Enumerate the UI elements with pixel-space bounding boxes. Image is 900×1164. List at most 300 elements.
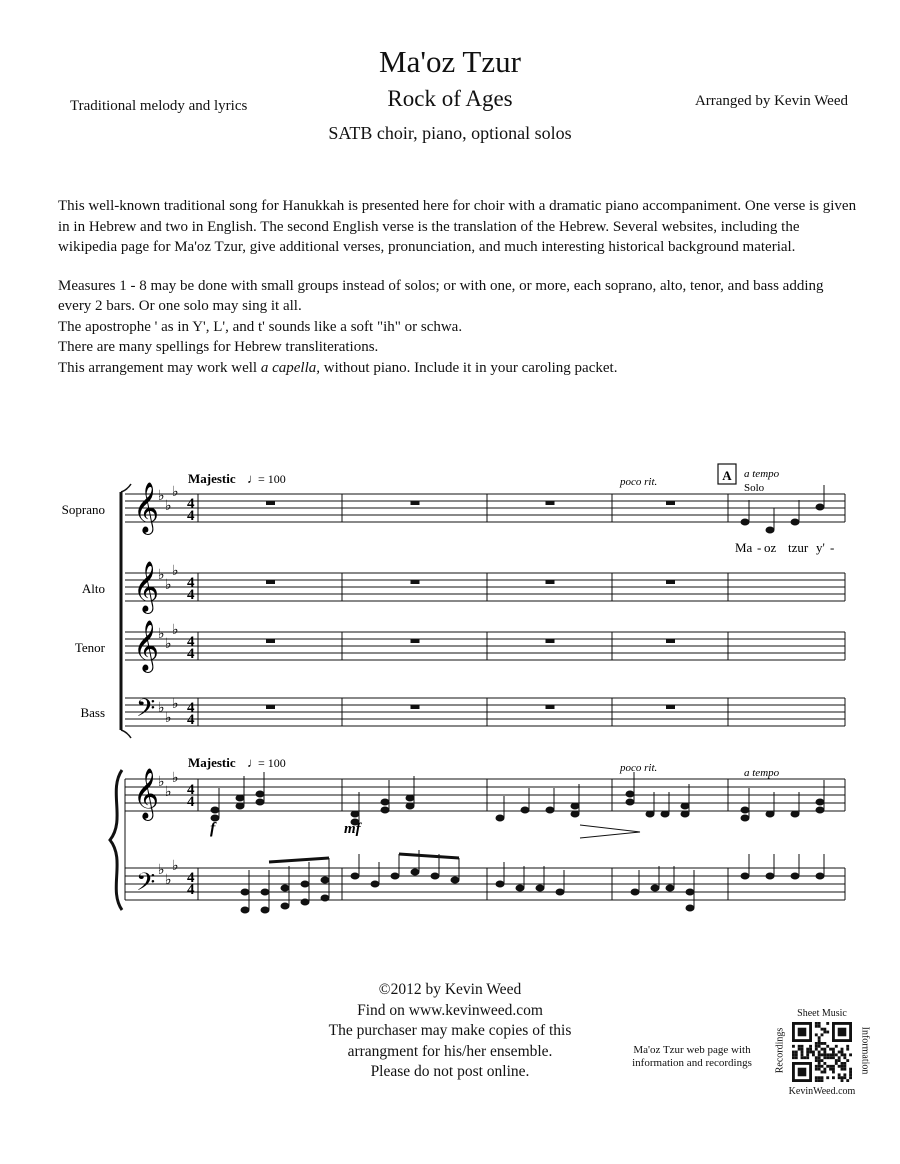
note-head — [681, 811, 689, 817]
note-head — [816, 807, 824, 813]
notes-line: There are many spellings for Hebrew transliterations. — [58, 339, 379, 355]
qr-module — [841, 1076, 844, 1079]
tempo-word: Majestic — [188, 471, 236, 486]
flat-icon: ♭ — [158, 701, 165, 716]
qr-module — [806, 1048, 809, 1051]
qr-module — [801, 1048, 804, 1051]
qr-module — [818, 1065, 821, 1068]
qr-label-left: Recordings — [774, 1027, 786, 1074]
qr-module — [826, 1076, 829, 1079]
whole-rest — [266, 580, 275, 584]
note-head — [571, 811, 579, 817]
treble-clef-icon: 𝄞 — [133, 483, 160, 532]
notes-line: This arrangement may work well a capella, without piano. Include it in your caroling packet. — [58, 359, 618, 376]
flat-icon: ♭ — [172, 623, 179, 638]
notes-paragraph: This well-known traditional song for Hanukkah is presented here for choir with a dramatic piano accompaniment. One verse is given in in Hebrew and two in English. The second English verse is the translation of the Hebrew. Several websites, including the wikipedia page for Ma'oz Tzur, give additional verses, pronunciation, and much interesting historical background material. — [58, 198, 857, 255]
qr-module — [841, 1048, 844, 1051]
note-head — [631, 889, 639, 895]
qr-module — [823, 1048, 826, 1051]
qr-module — [809, 1048, 812, 1051]
qr-module — [838, 1056, 841, 1059]
qr-module — [841, 1065, 844, 1068]
qr-module — [829, 1065, 832, 1068]
treble-clef-icon: 𝄞 — [133, 562, 160, 611]
qr-module — [832, 1068, 835, 1071]
qr-module — [815, 1076, 818, 1079]
note-head — [236, 803, 244, 809]
note-head — [261, 889, 269, 895]
note-head — [536, 885, 544, 891]
page-subtitle: Rock of Ages — [387, 86, 513, 111]
piano-brace — [110, 770, 122, 910]
bracket-bottom — [121, 730, 131, 738]
staff-label-soprano: Soprano — [61, 502, 105, 517]
flat-icon: ♭ — [158, 568, 165, 583]
time-sig-top: 4 — [187, 700, 195, 716]
choir-staves — [125, 494, 845, 726]
piano-a-tempo: a tempo — [744, 767, 780, 779]
time-sig-top: 4 — [187, 496, 195, 512]
note-head — [241, 907, 249, 913]
whole-rest — [666, 580, 675, 584]
qr-module — [823, 1068, 826, 1071]
lyric-syllable: y' — [816, 540, 825, 555]
qr-module — [798, 1045, 801, 1048]
whole-rests — [266, 501, 675, 709]
piano-right-hand — [211, 772, 824, 825]
qr-module — [801, 1053, 804, 1056]
qr-module — [818, 1059, 821, 1062]
note-head — [381, 799, 389, 805]
footer-notice — [300, 980, 600, 1083]
flat-icon: ♭ — [158, 775, 165, 790]
qr-module — [826, 1065, 829, 1068]
qr-module — [832, 1053, 835, 1056]
arranger-credit: Arranged by Kevin Weed — [694, 93, 848, 109]
quarter-note-icon: ♩ — [247, 471, 260, 486]
clefs — [133, 483, 159, 902]
treble-clef-icon: 𝄞 — [133, 621, 160, 670]
qr-module — [815, 1048, 818, 1051]
qr-module — [832, 1048, 835, 1051]
note-head — [521, 807, 529, 813]
qr-module — [849, 1076, 852, 1079]
permission-line: The purchaser may make copies of this — [328, 1022, 572, 1039]
flat-icon: ♭ — [165, 578, 172, 593]
qr-module — [806, 1056, 809, 1059]
flat-icon: ♭ — [158, 863, 165, 878]
qr-module — [823, 1056, 826, 1059]
flat-icon: ♭ — [172, 564, 179, 579]
qr-module — [815, 1025, 818, 1028]
qr-module — [815, 1068, 818, 1071]
note-head — [256, 791, 264, 797]
qr-label-right: Information — [859, 1026, 871, 1075]
note-head — [211, 807, 219, 813]
whole-rest — [546, 705, 555, 709]
note-head — [681, 803, 689, 809]
qr-module — [818, 1053, 821, 1056]
notes-line: The apostrophe ' as in Y', L', and t' sounds like a soft "ih" or schwa. — [58, 318, 463, 335]
note-head — [406, 795, 414, 801]
qr-module — [806, 1051, 809, 1054]
lyric-syllable: Ma — [735, 540, 753, 555]
qr-module — [846, 1059, 849, 1062]
qr-module — [818, 1039, 821, 1042]
qr-module — [812, 1051, 815, 1054]
note-head — [261, 907, 269, 913]
qr-module — [792, 1045, 795, 1048]
qr-module — [821, 1028, 824, 1031]
page-title: Ma'oz Tzur — [379, 44, 521, 79]
flat-icon: ♭ — [172, 697, 179, 712]
qr-finder-core — [798, 1028, 807, 1037]
staff-label-bass: Bass — [80, 705, 105, 720]
whole-rest — [266, 501, 275, 505]
time-sig-bottom: 4 — [187, 794, 195, 810]
qr-module — [838, 1073, 841, 1076]
qr-module — [818, 1051, 821, 1054]
scoring-line: SATB choir, piano, optional solos — [328, 123, 572, 143]
qr-module — [841, 1062, 844, 1065]
qr-module — [823, 1062, 826, 1065]
flat-icon: ♭ — [172, 771, 179, 786]
note-head — [351, 811, 359, 817]
key-signatures — [158, 485, 179, 888]
qr-module — [832, 1051, 835, 1054]
flat-icon: ♭ — [165, 637, 172, 652]
note-head — [256, 799, 264, 805]
note-head — [626, 791, 634, 797]
quarter-note-icon: ♩ — [247, 755, 260, 770]
website-line: Find on www.kevinweed.com — [357, 1001, 543, 1019]
qr-module — [843, 1073, 846, 1076]
qr-module — [829, 1056, 832, 1059]
composer-credit: Traditional melody and lyrics — [70, 98, 248, 114]
whole-rest — [411, 501, 420, 505]
qr-module — [821, 1048, 824, 1051]
beam — [269, 858, 329, 862]
qr-module — [838, 1076, 841, 1079]
note-head — [766, 873, 774, 879]
qr-module — [849, 1073, 852, 1076]
time-sig-bottom: 4 — [187, 882, 195, 898]
note-head — [626, 799, 634, 805]
note-head — [371, 881, 379, 887]
note-head — [496, 881, 504, 887]
whole-rest — [546, 501, 555, 505]
time-sig-top: 4 — [187, 575, 195, 591]
qr-module — [838, 1051, 841, 1054]
permission-line: arrangment for his/her ensemble. — [347, 1042, 553, 1060]
note-head — [431, 873, 439, 879]
lyrics — [735, 540, 834, 555]
piano-tempo-word: Majestic — [188, 755, 236, 770]
lyric-hyphen: - — [830, 540, 835, 555]
time-sig-top: 4 — [187, 782, 195, 798]
qr-module — [835, 1053, 838, 1056]
note-head — [791, 519, 799, 525]
qr-module — [843, 1062, 846, 1065]
piano-staves — [125, 779, 845, 900]
qr-module — [818, 1062, 821, 1065]
flat-icon: ♭ — [172, 859, 179, 874]
note-head — [571, 803, 579, 809]
note-head — [451, 877, 459, 883]
note-head — [496, 815, 504, 821]
flat-icon: ♭ — [165, 873, 172, 888]
qr-module — [792, 1051, 795, 1054]
qr-module — [823, 1051, 826, 1054]
note-head — [321, 877, 329, 883]
note-head — [816, 504, 824, 510]
qr-module — [806, 1053, 809, 1056]
qr-module — [821, 1053, 824, 1056]
permission-line: Please do not post online. — [370, 1063, 530, 1080]
time-sig-bottom: 4 — [187, 712, 195, 728]
lyric-hyphen: - — [757, 540, 762, 555]
note-head — [406, 803, 414, 809]
qr-module — [832, 1056, 835, 1059]
whole-rest — [411, 705, 420, 709]
qr-module — [812, 1053, 815, 1056]
qr-module — [815, 1022, 818, 1025]
performance-notes — [58, 196, 858, 378]
whole-rest — [666, 639, 675, 643]
piano-left-hand — [241, 850, 824, 913]
note-head — [241, 889, 249, 895]
note-head — [546, 807, 554, 813]
qr-module — [801, 1056, 804, 1059]
note-head — [666, 885, 674, 891]
note-head — [651, 885, 659, 891]
qr-module — [823, 1028, 826, 1031]
qr-label-top: Sheet Music — [797, 1008, 847, 1019]
decrescendo-hairpin — [580, 825, 640, 838]
note-head — [281, 885, 289, 891]
qr-module — [818, 1068, 821, 1071]
qr-label-bottom: KevinWeed.com — [788, 1086, 856, 1097]
qr-module — [792, 1053, 795, 1056]
bass-clef-icon: 𝄢 — [136, 695, 156, 728]
time-sig-top: 4 — [187, 634, 195, 650]
qr-module — [823, 1042, 826, 1045]
qr-module — [818, 1056, 821, 1059]
note-head — [236, 795, 244, 801]
qr-module — [838, 1059, 841, 1062]
note-head — [661, 811, 669, 817]
note-head — [301, 899, 309, 905]
qr-module — [829, 1048, 832, 1051]
qr-module — [849, 1068, 852, 1071]
whole-rest — [666, 705, 675, 709]
copyright: ©2012 by Kevin Weed — [378, 981, 522, 998]
qr-caption — [612, 1044, 772, 1070]
flat-icon: ♭ — [158, 627, 165, 642]
qr-module — [823, 1053, 826, 1056]
qr-module — [832, 1071, 835, 1074]
note-head — [741, 873, 749, 879]
whole-rest — [546, 580, 555, 584]
time-signatures — [187, 496, 195, 898]
flat-icon: ♭ — [172, 485, 179, 500]
whole-rest — [411, 639, 420, 643]
qr-module — [798, 1048, 801, 1051]
note-head — [556, 889, 564, 895]
qr-module — [809, 1045, 812, 1048]
time-sig-bottom: 4 — [187, 587, 195, 603]
qr-module — [815, 1079, 818, 1082]
qr-module — [843, 1053, 846, 1056]
qr-module — [818, 1079, 821, 1082]
note-head — [766, 811, 774, 817]
flat-icon: ♭ — [165, 711, 172, 726]
qr-module — [792, 1056, 795, 1059]
qr-module — [815, 1059, 818, 1062]
qr-module — [821, 1079, 824, 1082]
qr-module — [846, 1045, 849, 1048]
qr-module — [818, 1025, 821, 1028]
qr-module — [826, 1056, 829, 1059]
note-head — [816, 799, 824, 805]
qr-module — [829, 1068, 832, 1071]
time-sig-top: 4 — [187, 870, 195, 886]
piano-tempo-value: = 100 — [258, 756, 286, 770]
beam — [399, 854, 459, 858]
qr-module — [843, 1065, 846, 1068]
note-head — [351, 873, 359, 879]
dynamic-forte: f — [210, 820, 216, 837]
qr-module — [835, 1059, 838, 1062]
qr-module — [846, 1048, 849, 1051]
qr-module — [849, 1053, 852, 1056]
treble-clef-icon: 𝄞 — [133, 769, 160, 818]
qr-module — [838, 1065, 841, 1068]
whole-rest — [266, 705, 275, 709]
qr-module — [818, 1036, 821, 1039]
qr-module — [823, 1071, 826, 1074]
qr-module — [795, 1056, 798, 1059]
qr-module — [818, 1022, 821, 1025]
note-head — [411, 869, 419, 875]
note-head — [686, 889, 694, 895]
note-head — [791, 873, 799, 879]
qr-module — [841, 1068, 844, 1071]
qr-module — [841, 1051, 844, 1054]
qr-module — [823, 1031, 826, 1034]
qr-module — [801, 1045, 804, 1048]
qr-module — [795, 1053, 798, 1056]
qr-module — [821, 1076, 824, 1079]
rehearsal-mark: A — [722, 468, 732, 483]
qr-module — [841, 1053, 844, 1056]
qr-caption-line: Ma'oz Tzur web page with — [633, 1044, 751, 1056]
lyric-syllable: oz — [764, 540, 777, 555]
qr-finder-core — [838, 1028, 847, 1037]
note-head — [301, 881, 309, 887]
qr-module — [815, 1042, 818, 1045]
qr-module — [818, 1076, 821, 1079]
note-head — [321, 895, 329, 901]
note-head — [516, 885, 524, 891]
whole-rest — [411, 580, 420, 584]
piano-poco-rit: poco rit. — [620, 762, 658, 774]
qr-module — [835, 1045, 838, 1048]
qr-module — [818, 1042, 821, 1045]
note-head — [646, 811, 654, 817]
note-head — [381, 807, 389, 813]
note-head — [741, 519, 749, 525]
staff-label-tenor: Tenor — [74, 640, 105, 655]
note-head — [791, 811, 799, 817]
qr-module — [843, 1068, 846, 1071]
flat-icon: ♭ — [165, 785, 172, 800]
note-head — [766, 527, 774, 533]
flat-icon: ♭ — [158, 489, 165, 504]
note-head — [281, 903, 289, 909]
qr-module — [832, 1065, 835, 1068]
qr-module — [843, 1056, 846, 1059]
a-tempo-marking: a tempo — [744, 468, 780, 480]
qr-caption-line: information and recordings — [632, 1057, 752, 1069]
notes-line: Measures 1 - 8 may be done with small groups instead of solos; or with one, or more, each soprano, alto, tenor, and bass adding every 2 bars. Or one solo may sing it all. — [58, 277, 824, 314]
qr-module — [821, 1065, 824, 1068]
qr-module — [826, 1022, 829, 1025]
qr-module — [821, 1071, 824, 1074]
qr-module — [843, 1076, 846, 1079]
qr-module — [795, 1051, 798, 1054]
qr-module — [821, 1059, 824, 1062]
qr-module — [809, 1051, 812, 1054]
lyric-syllable: tzur — [788, 540, 809, 555]
qr-module — [846, 1079, 849, 1082]
qr-module — [832, 1076, 835, 1079]
note-head — [391, 873, 399, 879]
qr-module — [815, 1065, 818, 1068]
qr-module — [841, 1079, 844, 1082]
solo-marking: Solo — [744, 482, 765, 494]
note-head — [686, 905, 694, 911]
bracket-top — [121, 484, 131, 492]
qr-module — [815, 1033, 818, 1036]
note-head — [816, 873, 824, 879]
tempo-value: = 100 — [258, 472, 286, 486]
qr-module — [835, 1062, 838, 1065]
qr-module — [826, 1045, 829, 1048]
qr-module — [815, 1045, 818, 1048]
time-sig-bottom: 4 — [187, 508, 195, 524]
flat-icon: ♭ — [165, 499, 172, 514]
note-head — [741, 815, 749, 821]
dynamic-mezzo-forte: mf — [344, 821, 361, 837]
qr-module — [826, 1053, 829, 1056]
poco-rit-marking: poco rit. — [620, 476, 658, 488]
qr-code[interactable] — [792, 1022, 852, 1082]
staff-label-alto: Alto — [81, 581, 105, 596]
qr-finder-core — [798, 1068, 807, 1077]
qr-module — [801, 1051, 804, 1054]
whole-rest — [666, 501, 675, 505]
score-system — [0, 440, 900, 940]
bass-clef-icon: 𝄢 — [136, 869, 156, 902]
note-head — [741, 807, 749, 813]
qr-module — [821, 1042, 824, 1045]
whole-rest — [546, 639, 555, 643]
qr-module — [829, 1053, 832, 1056]
qr-module — [826, 1031, 829, 1034]
qr-module — [815, 1056, 818, 1059]
whole-rest — [266, 639, 275, 643]
